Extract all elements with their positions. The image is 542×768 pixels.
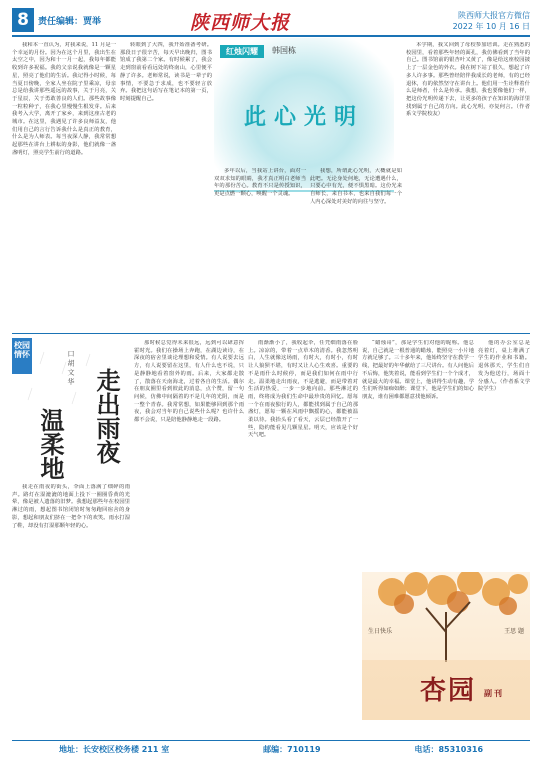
article-column: 本学期，我又回到了母校参加培训。走在熟悉的校园里，看着那些年轻的面孔，我仿佛看到了当年的自己。图书馆前的银杏叶又黄了，像是给这座校园披上了一层金色的外衣。我在树下站了很久，想起了许多人许多事。那些曾经陪伴我成长的老师，有的已经退休，有的依然坚守在讲台上。他们用一生诠释着什么是师者，什么是传承。我想，我也要像他们一样，把这份光明传递下去，让更多的孩子在知识的海洋里找到属于自己的方向。此心光明，亦复何言。（作者系文学院校友） xyxy=(406,42,530,118)
article-column: 我想，所谓此心光明，大概就是如此吧。无论身处何地，无论遭遇什么，只要心中有光，便不惧黑暗。这份光来自师长，来自书本，也来自我们每一个人内心深处对美好的向往与坚守。 xyxy=(310,168,402,205)
article-column: 他的办公室总是亮着灯，桌上堆满了学生的作业和书籍。退休那天，学生们自发为他送行，场面十分感人。（作者系文学院学生） xyxy=(478,340,530,393)
issue-date: 2022 年 10 月 16 日 xyxy=(452,22,530,31)
article-column: 转眼到了大四，我开始准备考研。那段日子很辛苦，每天早出晚归，图书馆成了我第二个家。有时候累了，我会走到窗前看看远处的终南山，心里便平静了许多。老师常说，读书是一辈子的事情，不要急于求成，也不要轻言放弃。我把这句话写在笔记本的第一页，时刻提醒自己。 xyxy=(120,42,212,102)
footer-phone: 电话：85310316 xyxy=(414,745,484,754)
page-number: 8 xyxy=(12,8,34,32)
header-rule xyxy=(12,35,530,37)
article-column: 雨渐渐小了，我收起伞，任凭细雨落在脸上。凉凉的，带着一点草木的清香。我忽然明白，人生就像这场雨，有时大，有时小，有时让人狼狈不堪，有时又让人心生欢喜。重要的不是雨什么时候停，而是我们如何在雨中行走。温柔地走出雨夜，不是逃避，而是带着对生活的热爱，一步一步地向前。那些淋过的雨，终将成为我们生命中最珍贵的回忆。愿每一个在雨夜独行的人，都能找到属于自己的那盏灯，愿每一颗在风雨中飘摇的心，都能被温柔以待。我抬头看了看天，云层已经散开了一些，隐约能看见几颗星星。明天，应该是个好天气吧。 xyxy=(248,340,358,439)
supplement-title: 杏园 xyxy=(420,676,477,706)
publisher-label: 陕西师大报官方微信 xyxy=(458,11,530,20)
article-column: 多年以后，当我站上讲台，面对一双双求知的眼睛，我才真正明白老师当年的那份苦心。教育不只是传授知识，更是点燃一颗心，唤醒一个灵魂。 xyxy=(214,168,306,198)
feature-title: 此心光明 xyxy=(244,104,365,130)
column-tag: 红烛闪耀 xyxy=(220,45,264,58)
section-divider xyxy=(12,333,530,334)
article-column: 我走在雨夜的街头，伞面上落满了细碎的雨声。路灯在湿漉漉的地面上投下一圈圈昏黄的光晕，像是被人遗落的旧梦。我想起那些年在校园里淋过的雨，想起图书馆闭馆时匆匆跑回宿舍的身影，想起和朋友们挤在一把伞下的欢笑。雨水打湿了鞋，却没有打湿那颗年轻的心。 xyxy=(12,484,130,529)
header-right xyxy=(453,10,530,32)
newspaper-masthead: 陕西师大报 xyxy=(190,12,291,34)
page-footer xyxy=(12,744,530,755)
editor-credit: 责任编辑：贾举 xyxy=(38,17,102,27)
footer-postcode: 邮编：710119 xyxy=(263,745,321,754)
article-column: 那时候总觉得未来很远，远到可以肆意挥霍时光。我们在操场上奔跑，在湖边读诗，在深夜的宿舍里谈论理想和爱情。有人说要去远方，有人说要留在这里，有人什么也不说，只是静静地看着窗外的雨。后来，大家都走散了，散落在天南海北，过着各自的生活。偶尔在朋友圈里看到彼此的消息，点个赞，留一句问候，仿佛中间隔着的不是几年的光阴，而是一整个青春。我常常想，如果能够回到那个雨夜，我会对当年的自己说些什么呢？也许什么都不会说，只是陪他静静地走一段路。 xyxy=(134,340,244,424)
banner-caption: 生日快乐 xyxy=(368,628,393,635)
banner-credit: 王思 题 xyxy=(504,628,524,635)
footer-rule xyxy=(12,740,530,741)
story-title: 温柔地 xyxy=(36,408,65,480)
story-author: 口 胡 文 华 xyxy=(67,350,75,385)
feature-author: 韩国栋 xyxy=(272,46,296,55)
column-tag: 校园情怀 xyxy=(12,338,32,374)
article-column: “蜡烛哥”，那是学生们对他的昵称。他总说，自己就是一根普通的蜡烛，能照亮一小片地方就足够了。三十多年来，他始终坚守在教学一线，把最好的年华献给了三尺讲台。有人问他后不后悔，他笑着说，能看到学生们一个个成才，就是最大的幸福。课堂上，他讲得生动有趣，学生们听得如痴如醉；课堂下，他是学生们的知心朋友，谁有困难都愿意找他倾诉。 xyxy=(362,340,474,400)
article-column: 我和本一直认为，对我来说，11 月是一个幸运的月份。因为在这个月里，我出生在太空之中，因为和十一月一起，我每年都能收到许多祝福。我的父亲说我就像是一颗星星，照亮了他们的生活。我记得小时候，每当夏日傍晚，全家人坐在院子里乘凉，母亲总是给我讲那些遥远的故事，关于月亮，关于星辰，关于勇敢善良的人们。那些故事像一粒粒种子，在我心里慢慢生根发芽。后来我考入大学，离开了家乡，来到这座古老的城市。在这里，我遇见了许多良师益友，他们用自己的言行告诉我什么是真正的教育，什么是为人师表。每当夜深人静，我常常想起那些在讲台上耕耘的身影，他们就像一盏盏明灯，照亮学生前行的道路。 xyxy=(12,42,116,156)
supplement-banner xyxy=(362,572,530,720)
supplement-subtitle: 副刊 xyxy=(484,689,504,698)
footer-address: 地址：长安校区校务楼 211 室 xyxy=(58,745,170,754)
page-header xyxy=(12,8,530,34)
story-title: 走出雨夜 xyxy=(92,368,121,464)
